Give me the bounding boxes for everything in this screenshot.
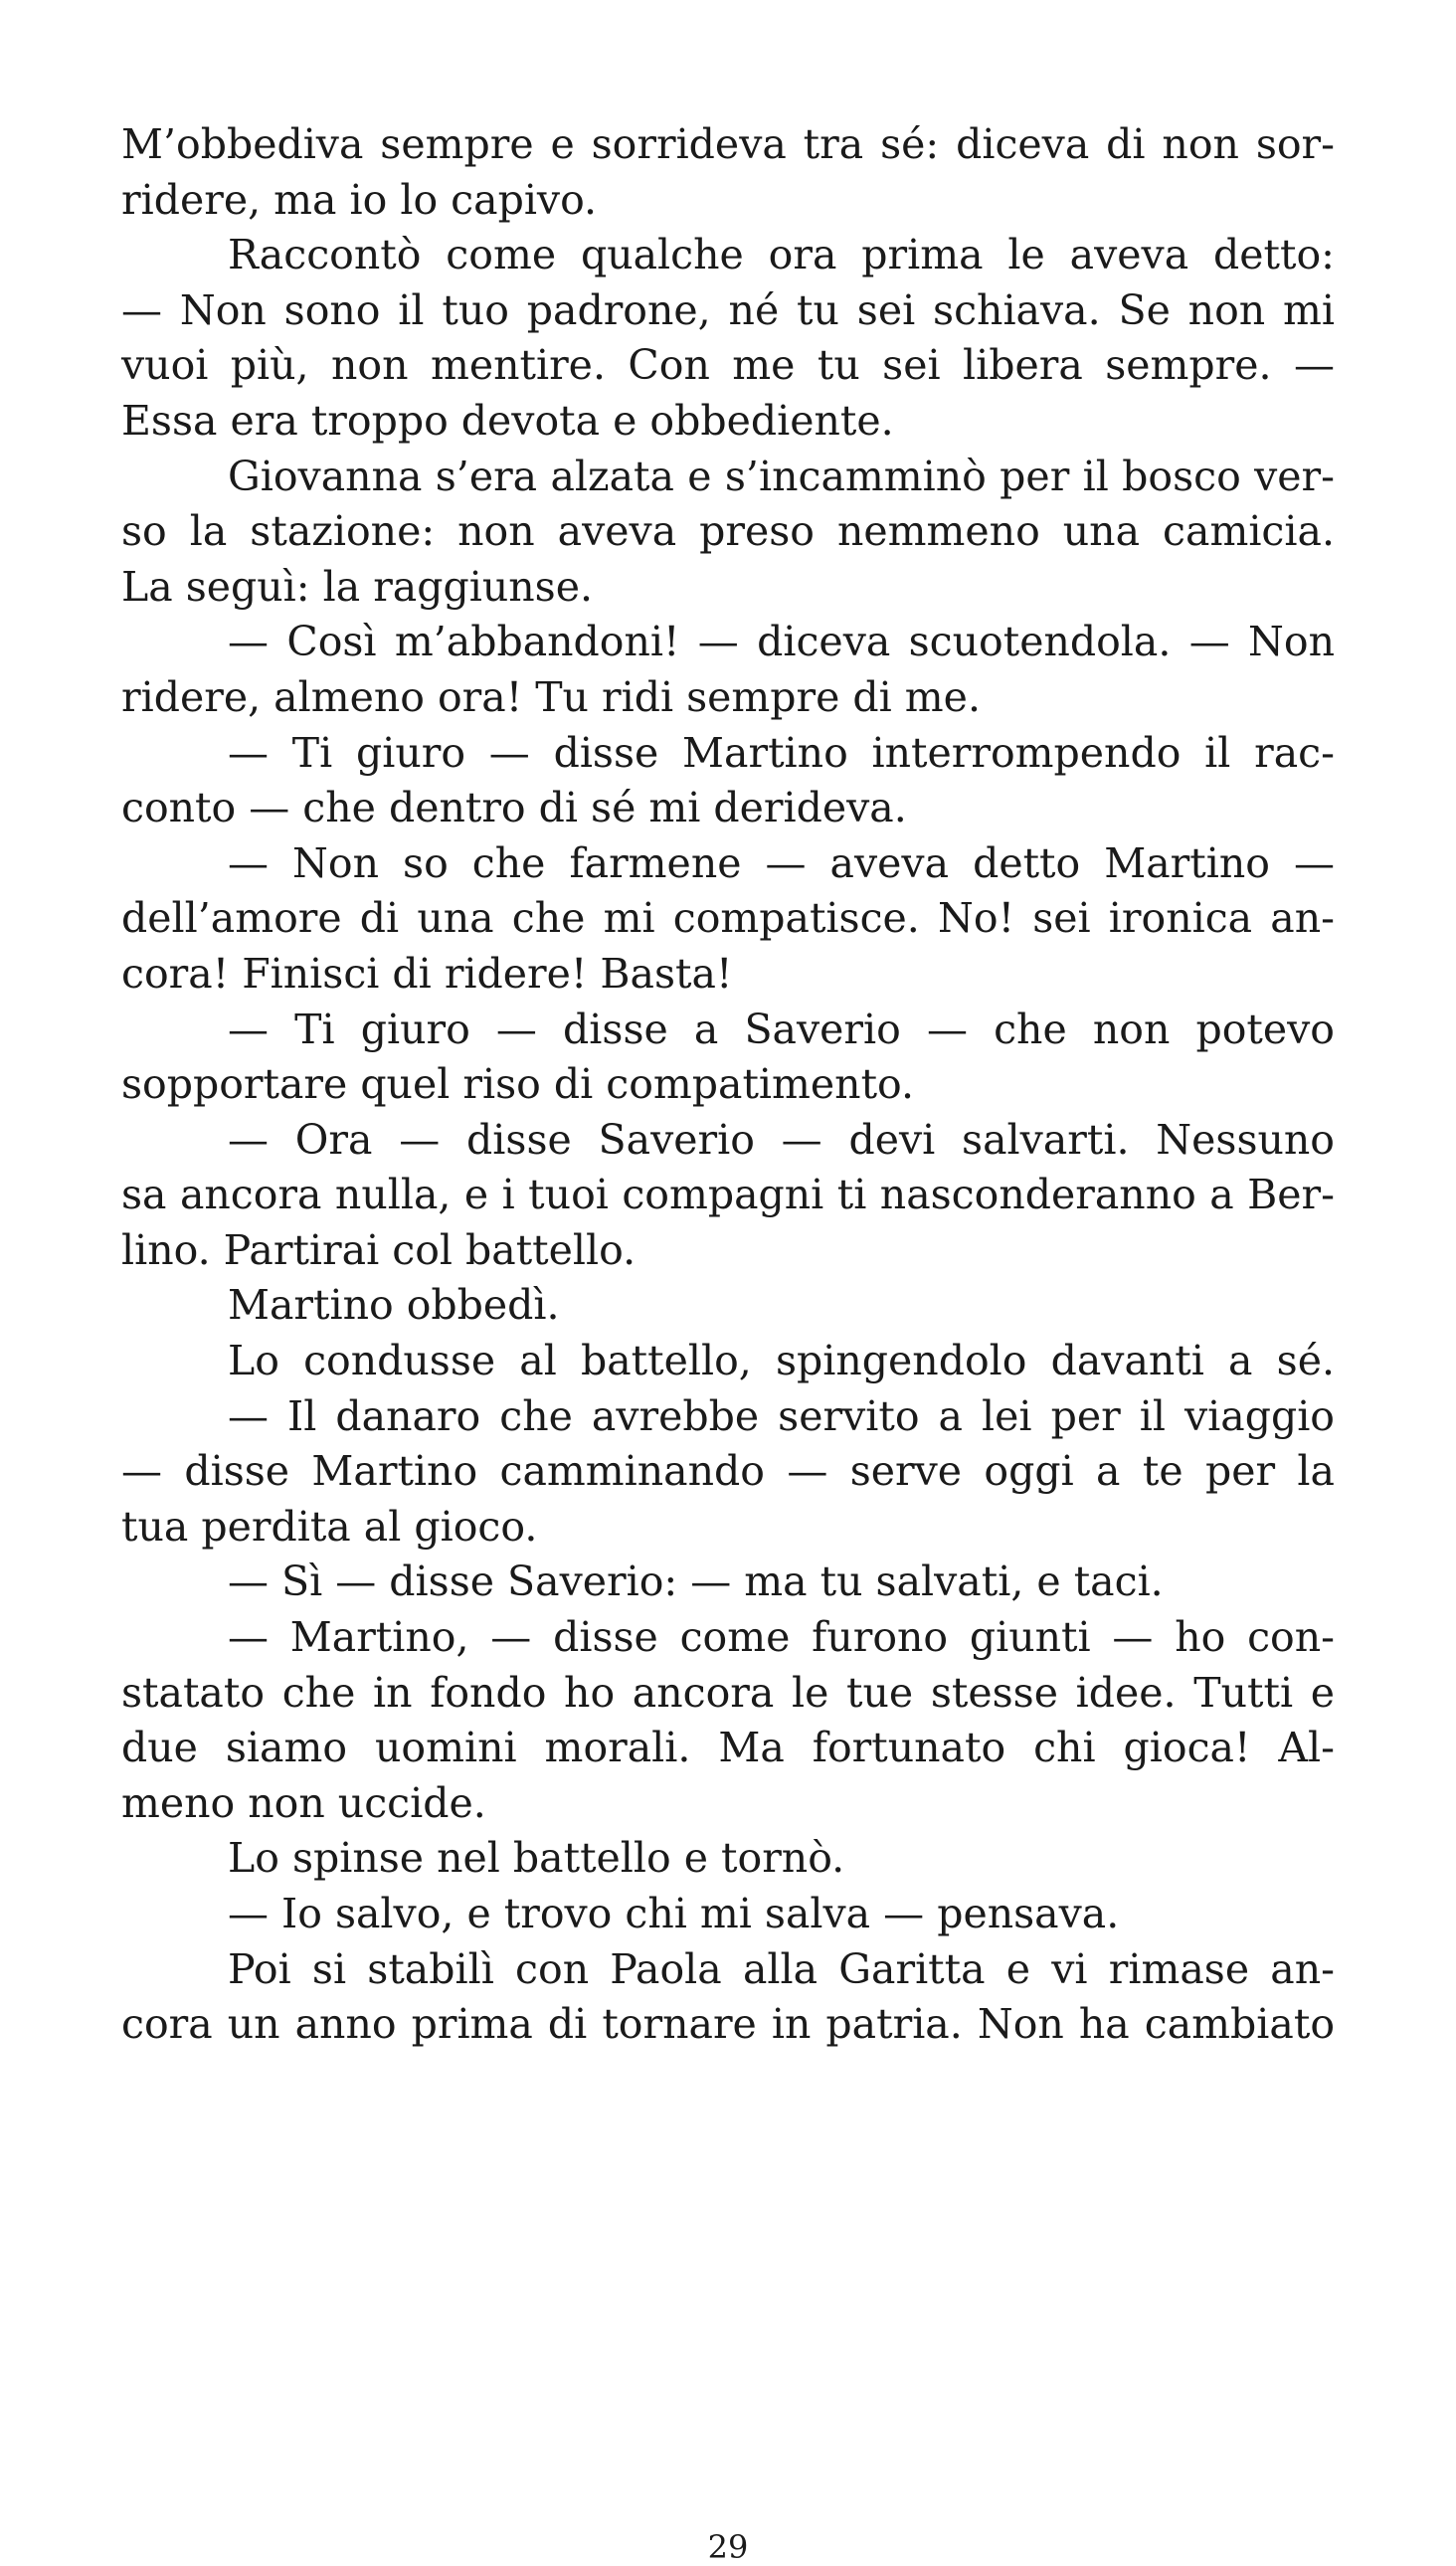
text-line: — Non so che farmene — aveva detto Martino — [228,838,1335,887]
page-number: 29 [707,2528,749,2566]
text-line: ridere, almeno ora! Tu ridi sempre di me. [121,672,981,721]
text-line: Essa era troppo devota e obbediente. [121,396,894,445]
text-line: — Martino, — disse come furono giunti — ho con- [228,1613,1335,1662]
text-line: — Io salvo, e trovo chi mi salva — pensava. [228,1890,1120,1937]
text-line: so la stazione: non aveva preso nemmeno una camicia. [121,507,1335,556]
text-line: — disse Martino camminando — serve oggi a te per la [121,1447,1335,1496]
text-line: dell’amore di una che mi compatisce. No! sei ironica an- [121,894,1335,943]
text-line: — Così m’abbandoni! — diceva scuotendola. — Non [228,618,1335,666]
text-line: sa ancora nulla, e i tuoi compagni ti nasconderanno a Ber- [121,1171,1335,1219]
text-line: sopportare quel riso di compatimento. [121,1060,915,1109]
text-line: — Ti giuro — disse a Saverio — che non potevo [228,1005,1335,1053]
text-line: — Sì — disse Saverio: — ma tu salvati, e taci. [228,1558,1164,1606]
text-line: ridere, ma io lo capivo. [121,175,598,224]
text-line: conto — che dentro di sé mi derideva. [121,784,907,832]
text-line: cora un anno prima di tornare in patria. Non ha cambiato [121,2000,1335,2049]
text-line: Raccontò come qualche ora prima le aveva detto: [228,231,1335,279]
text-line: — Ora — disse Saverio — devi salvarti. Nessuno [228,1115,1335,1164]
text-line: due siamo uomini morali. Ma fortunato chi gioca! Al- [121,1724,1335,1772]
text-line: lino. Partirai col battello. [121,1225,637,1274]
body-text [121,117,1335,2053]
text-line: — Ti giuro — disse Martino interrompendo il rac- [228,728,1335,777]
text-line: Lo condusse al battello, spingendolo davanti a sé. [228,1337,1335,1385]
text-line: La seguì: la raggiunse. [121,562,594,611]
text-line: Giovanna s’era alzata e s’incamminò per il bosco ver- [228,452,1335,500]
text-line: — Non sono il tuo padrone, né tu sei schiava. Se non mi [121,285,1335,334]
text-line: — Il danaro che avrebbe servito a lei per il viaggio [228,1391,1335,1440]
text-line: Lo spinse nel battello e tornò. [228,1834,845,1883]
text-line: meno non uccide. [121,1778,486,1827]
text-line: vuoi più, non mentire. Con me tu sei libera sempre. — [121,341,1335,390]
text-line: cora! Finisci di ridere! Basta! [121,949,733,998]
text-line: M’obbediva sempre e sorrideva tra sé: diceva di non sor- [121,120,1335,168]
text-line: Martino obbedì. [228,1281,560,1330]
text-line: Poi si stabilì con Paola alla Garitta e vi rimase an- [228,1944,1335,1993]
text-line: statato che in fondo ho ancora le tue stesse idee. Tutti e [121,1668,1335,1717]
text-line: tua perdita al gioco. [121,1502,538,1551]
